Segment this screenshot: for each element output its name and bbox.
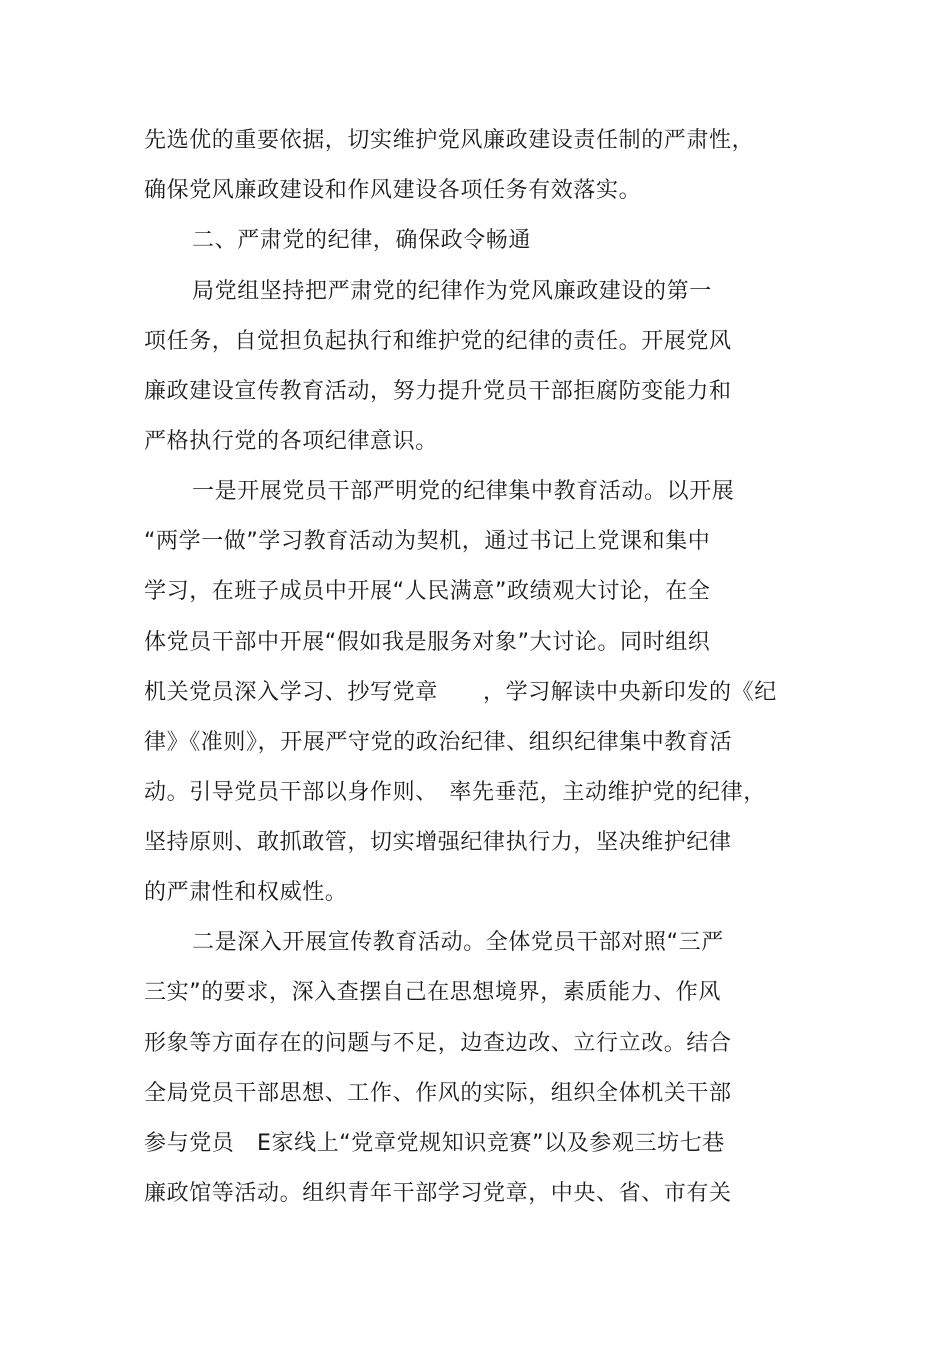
text-line-2: 确保党风廉政建设和作风建设各项任务有效落实。 bbox=[144, 178, 642, 203]
text-line-20: 全局党员干部思想、工作、作风的实际，组织全体机关干部 bbox=[144, 1081, 732, 1106]
section-heading: 二、严肃党的纪律，确保政令畅通 bbox=[192, 228, 532, 253]
text-line-9: “两学一做”学习教育活动为契机，通过书记上党课和集中 bbox=[144, 529, 711, 554]
text-line-19: 形象等方面存在的问题与不足，边查边改、立行立改。结合 bbox=[144, 1031, 732, 1056]
text-line-14: 动。引导党员干部以身作则、 率先垂范，主动维护党的纪律， bbox=[144, 780, 766, 805]
text-line-12: 机关党员深入学习、抄写党章 ，学习解读中央新印发的《纪 bbox=[144, 680, 777, 705]
text-line-6: 廉政建设宣传教育活动，努力提升党员干部拒腐防变能力和 bbox=[144, 379, 732, 404]
text-line-16: 的严肃性和权威性。 bbox=[144, 880, 348, 905]
text-line-5: 项任务，自觉担负起执行和维护党的纪律的责任。开展党风 bbox=[144, 329, 732, 354]
text-line-1: 先选优的重要依据，切实维护党风廉政建设责任制的严肃性， bbox=[144, 128, 755, 153]
text-line-7: 严格执行党的各项纪律意识。 bbox=[144, 429, 438, 454]
text-line-17: 二是深入开展宣传教育活动。全体党员干部对照“三严 bbox=[192, 930, 724, 955]
text-line-21: 参与党员 E家线上“党章党规知识竞赛”以及参观三坊七巷 bbox=[144, 1131, 725, 1156]
text-line-11: 体党员干部中开展“假如我是服务对象”大讨论。同时组织 bbox=[144, 630, 711, 655]
text-line-18: 三实”的要求，深入查摆自己在思想境界，素质能力、作风 bbox=[144, 980, 721, 1005]
text-line-22: 廉政馆等活动。组织青年干部学习党章，中央、省、市有关 bbox=[144, 1181, 732, 1206]
text-line-8: 一是开展党员干部严明党的纪律集中教育活动。以开展 bbox=[192, 479, 735, 504]
text-line-10: 学习，在班子成员中开展“人民满意”政绩观大讨论，在全 bbox=[144, 579, 711, 604]
text-line-15: 坚持原则、敢抓敢管，切实增强纪律执行力，坚决维护纪律 bbox=[144, 830, 732, 855]
text-line-4: 局党组坚持把严肃党的纪律作为党风廉政建设的第一 bbox=[192, 279, 712, 304]
text-line-13: 律》《准则》，开展严守党的政治纪律、组织纪律集中教育活 bbox=[144, 730, 733, 755]
